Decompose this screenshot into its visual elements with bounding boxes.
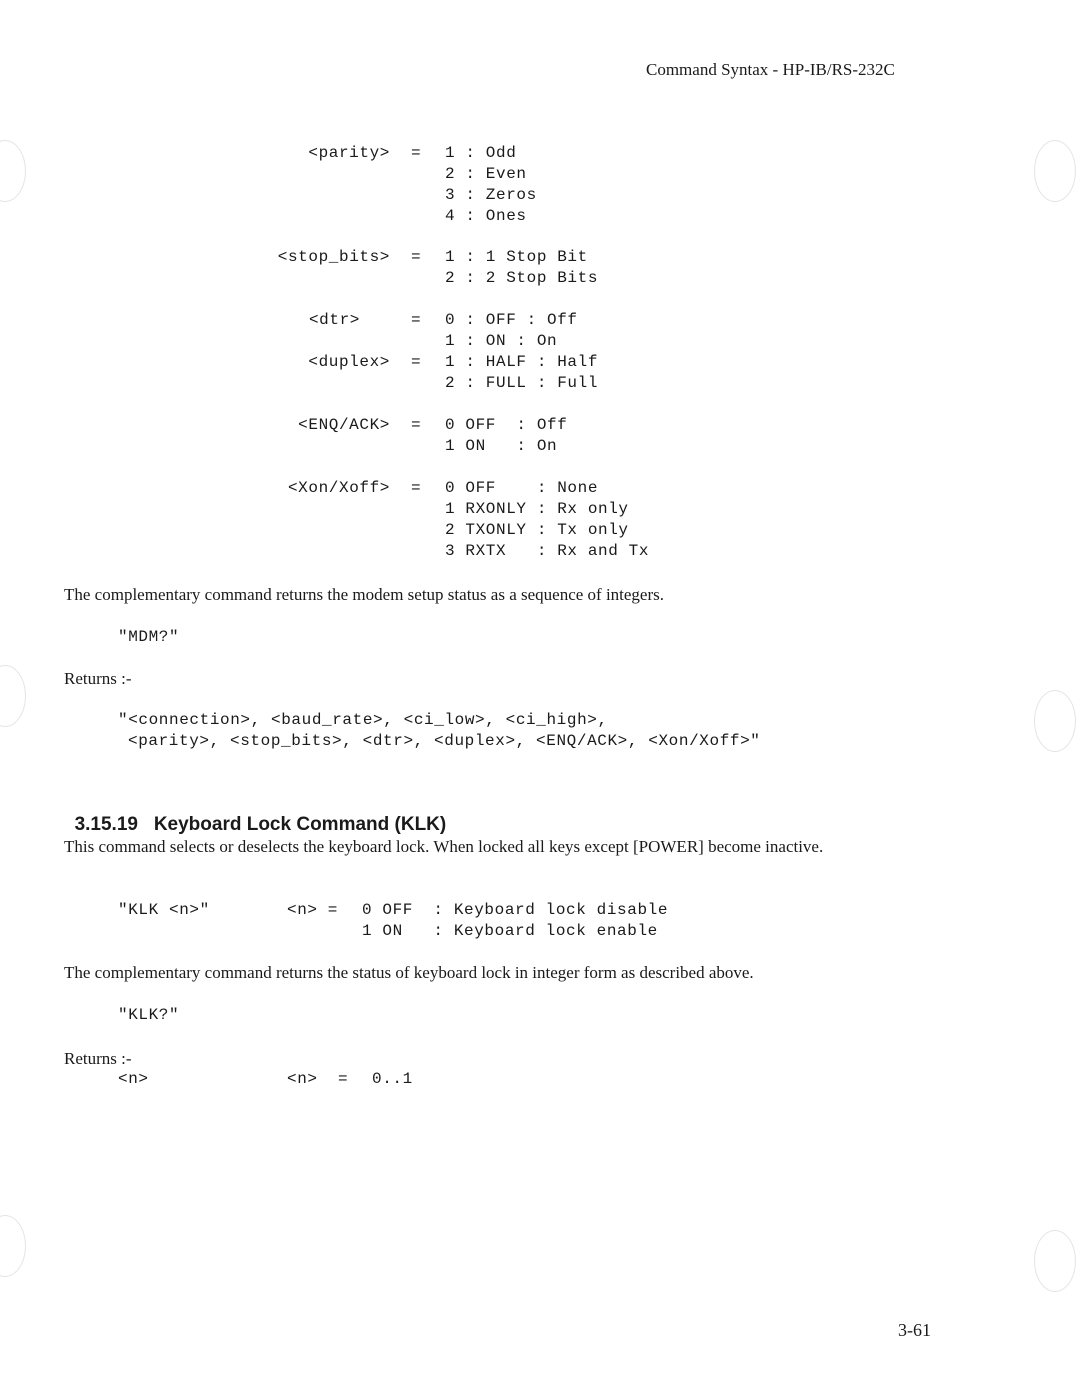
param-eq: =: [411, 416, 422, 434]
klk-returns-label: Returns :-: [64, 1049, 132, 1068]
param-eq: =: [411, 479, 422, 497]
param-value: 1 : HALF : Half: [445, 353, 599, 371]
punch-hole-left-top: [0, 140, 26, 202]
param-value: 0 OFF : Off: [445, 416, 568, 434]
param-value: 1 RXONLY : Rx only: [445, 500, 629, 518]
klk-option: 0 OFF : Keyboard lock disable: [362, 901, 669, 919]
mdm-intro-paragraph: The complementary command returns the modem setup status as a sequence of integers.: [64, 585, 665, 604]
param-name-parity: <parity>: [308, 144, 390, 162]
klk-complementary-paragraph: The complementary command returns the status of keyboard lock in integer form as described above.: [64, 963, 754, 982]
mdm-returns-line-1: "<connection>, <baud_rate>, <ci_low>, <ci_high>,: [118, 711, 608, 729]
mdm-returns-line-2: <parity>, <stop_bits>, <dtr>, <duplex>, <ENQ/ACK>, <Xon/Xoff>": [128, 732, 761, 750]
param-eq: =: [411, 311, 422, 329]
section-heading: [64, 792, 446, 836]
param-name-duplex: <duplex>: [308, 353, 390, 371]
klk-param: <n> =: [287, 901, 339, 919]
punch-hole-left-middle: [0, 665, 26, 727]
klk-query-code: "KLK?": [118, 1006, 180, 1024]
param-eq: =: [411, 144, 422, 162]
klk-description-paragraph: This command selects or deselects the keyboard lock. When locked all keys except [POWER] become inactive.: [64, 837, 824, 856]
param-value: 1 : 1 Stop Bit: [445, 248, 588, 266]
klk-option: 1 ON : Keyboard lock enable: [362, 922, 658, 940]
klk-returns-value: <n>: [118, 1070, 149, 1088]
param-name-stop-bits: <stop_bits>: [277, 248, 390, 266]
param-value: 0 OFF : None: [445, 479, 599, 497]
punch-hole-right-top: [1034, 140, 1076, 202]
param-name-dtr: <dtr>: [308, 311, 360, 329]
klk-command-code: "KLK <n>": [118, 901, 210, 919]
page-number: 3-61: [898, 1320, 931, 1340]
klk-returns-range: 0..1: [372, 1070, 413, 1088]
punch-hole-left-bottom: [0, 1215, 26, 1277]
punch-hole-right-bottom: [1034, 1230, 1076, 1292]
section-title: Keyboard Lock Command (KLK): [153, 814, 447, 835]
param-value: 2 TXONLY : Tx only: [445, 521, 629, 539]
mdm-returns-label: Returns :-: [64, 669, 132, 688]
param-value: 0 : OFF : Off: [445, 311, 578, 329]
param-value: 2 : FULL : Full: [445, 374, 599, 392]
param-value: 3 RXTX : Rx and Tx: [445, 542, 650, 560]
param-value: 1 ON : On: [445, 437, 558, 455]
running-header: Command Syntax - HP-IB/RS-232C: [646, 60, 895, 79]
param-name-xon-xoff: <Xon/Xoff>: [287, 479, 390, 497]
param-value: 2 : Even: [445, 165, 527, 183]
param-value: 2 : 2 Stop Bits: [445, 269, 599, 287]
klk-returns-range-param: <n> =: [287, 1070, 349, 1088]
param-value: 4 : Ones: [445, 207, 527, 225]
section-number: 3.15.19: [74, 814, 138, 835]
param-eq: =: [411, 353, 422, 371]
param-value: 1 : ON : On: [445, 332, 558, 350]
param-eq: =: [411, 248, 422, 266]
param-value: 1 : Odd: [445, 144, 517, 162]
param-value: 3 : Zeros: [445, 186, 537, 204]
mdm-query-code: "MDM?": [118, 628, 180, 646]
punch-hole-right-middle: [1034, 690, 1076, 752]
param-name-enq-ack: <ENQ/ACK>: [298, 416, 390, 434]
